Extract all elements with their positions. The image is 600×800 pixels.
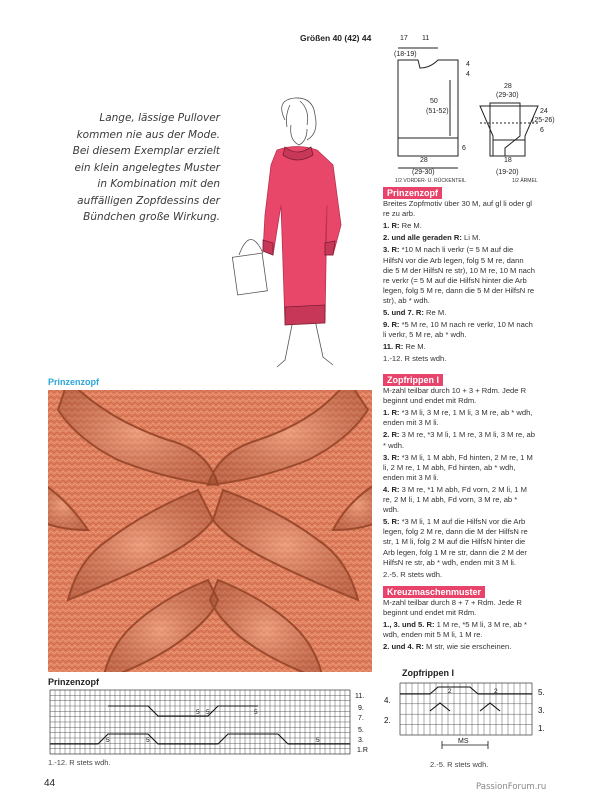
chart-left-note: 1.-12. R stets wdh. [48, 758, 111, 767]
row-label: 5. [358, 727, 364, 734]
intro-line: Lange, lässige Pullover [99, 112, 220, 124]
pattern-row: 1. R: *3 M li, 3 M re, 1 M li, 3 M re, ab * wdh, enden mit 3 M li. [383, 408, 533, 428]
sleeve-top-sub: (29-30) [496, 92, 519, 99]
row-label: 3. [358, 737, 364, 744]
section-intro: M-zahl teilbar durch 8 + 7 + Rdm. Jede R beginnt und endet mit Rdm. [383, 598, 522, 618]
garment-schematic [380, 28, 580, 178]
pattern-row: 2. und 4. R: M str, wie sie erscheinen. [383, 642, 512, 652]
dim-neck-2: 4 [466, 71, 470, 78]
chart-right-note: 2.-5. R stets wdh. [430, 760, 489, 769]
section-intro: M-zahl teilbar durch 10 + 3 + Rdm. Jede R beginnt und endet mit Rdm. [383, 386, 527, 406]
sizes-line: Größen 40 (42) 44 [300, 33, 372, 43]
pattern-row: 11. R: Re M. [383, 342, 426, 352]
section-title: Zopfrippen I [383, 374, 443, 386]
intro-line: kommen nie aus der Mode. [76, 128, 220, 141]
row-label: 9. [358, 705, 364, 712]
intro-line: ein klein angelegtes Muster [74, 161, 220, 174]
pattern-row: 2. und alle geraden R: Li M. [383, 233, 481, 243]
pattern-row: 3. R: *10 M nach li verkr (= 5 M auf die HilfsN vor die Arb legen, folg 5 M re, dann die 5 M der HilfsN re str), 10 M re, 10 M nach re verkr (= 5 M auf die HilfsN hinter die Arb legen, folg 5 M re, dann die 5 M der HilfsN re str), ab * wdh. [383, 245, 535, 305]
section-title: Prinzenzopf [383, 187, 442, 199]
pattern-row: 1. R: Re M. [383, 221, 422, 231]
sleeve-rib: 6 [540, 127, 544, 134]
row-label: 4. [384, 696, 391, 705]
chart-mark: 5 [206, 709, 210, 716]
sleeve-caption: 1/2 ÄRMEL [512, 178, 538, 184]
watermark: PassionForum.ru [476, 782, 547, 792]
prinzenzopf-section [383, 187, 535, 367]
pattern-row: 1.-12. R stets wdh. [383, 354, 447, 364]
chart-mark: 2 [494, 688, 498, 695]
chart-mark: 5 [254, 709, 258, 716]
row-label: 2. [384, 716, 391, 725]
sleeve-width-sub: (19-20) [496, 169, 519, 176]
intro-line: auffälligen Zopfdessins der [77, 194, 220, 207]
dim-width-sub: (29-30) [412, 169, 435, 176]
chart-left [48, 688, 378, 756]
section-title: Kreuzmaschenmuster [383, 586, 485, 598]
pattern-row: 5. R: *3 M li, 1 M auf die HilfsN vor die Arb legen, folg 2 M re, dann die M der HilfsN re str, 1 M li, folg 2 M auf die HilfsN hinter die Arb legen, folg 1 M re str, dann die 2 M der HilfsN re str, ab * wdh, enden mit 3 M li. [383, 517, 528, 567]
back-caption: 1/2 VORDER- U. RÜCKENTEIL [395, 178, 466, 184]
pattern-row: 4. R: 3 M re, *1 M abh, Fd vorn, 2 M li, 1 M re, 2 M li, 1 M abh, Fd vorn, 3 M re, ab * wdh. [383, 484, 527, 515]
chart-mark: 5 [106, 737, 110, 744]
pattern-row: 5. und 7. R: Re M. [383, 308, 447, 318]
sleeve-width: 18 [504, 157, 512, 164]
chart-right [380, 679, 570, 759]
chart-mark: 5 [146, 737, 150, 744]
dim-top-right: 11 [422, 35, 430, 42]
page-number: 44 [44, 778, 56, 789]
pattern-row: 9. R: *5 M re, 10 M nach re verkr, 10 M nach li verkr, 5 M re, ab * wdh. [383, 320, 533, 340]
sleeve-height: 24 [540, 108, 548, 115]
photo-label: Prinzenzopf [48, 377, 99, 387]
row-label: 5. [538, 688, 545, 697]
chart-mark: 5 [316, 737, 320, 744]
pattern-row: 2. R: 3 M re, *3 M li, 1 M re, 3 M li, 3 M re, ab * wdh. [383, 430, 535, 450]
dim-height: 50 [430, 98, 438, 105]
row-label: 1. [538, 724, 545, 733]
intro-text [40, 110, 220, 226]
dim-rib: 6 [462, 145, 466, 152]
chart-right-title: Zopfrippen I [402, 668, 454, 678]
ms-label: MS [458, 738, 469, 745]
intro-line: Bündchen große Wirkung. [83, 211, 220, 223]
intro-line: Bei diesem Exemplar erzielt [72, 145, 220, 157]
sleeve-top: 28 [504, 83, 512, 90]
row-label: 7. [358, 715, 364, 722]
kreuz-section [383, 586, 535, 655]
intro-line: in Kombination mit den [97, 178, 220, 190]
dim-neck-1: 4 [466, 61, 470, 68]
knit-photo [48, 390, 372, 672]
chart-mark: 2 [448, 688, 452, 695]
dim-top-left: 17 [400, 35, 408, 42]
chart-left-title: Prinzenzopf [48, 677, 99, 687]
pattern-row: 2.-5. R stets wdh. [383, 569, 443, 579]
dim-width: 28 [420, 157, 428, 164]
pullover-shape [263, 147, 341, 324]
row-label: 11. [355, 693, 365, 700]
zopfrippen-section [383, 374, 535, 582]
row-label: 1.R [357, 747, 368, 754]
dim-height-sub: (51-52) [426, 108, 449, 115]
section-intro: Breites Zopfmotiv über 30 M, auf gl li oder gl re zu arb. [383, 199, 532, 219]
row-label: 3. [538, 706, 545, 715]
chart-mark: 5 [196, 709, 200, 716]
sleeve-height-sub: (25-26) [532, 117, 555, 124]
dim-top-left-sub: (18-19) [394, 51, 417, 58]
fashion-illustration [215, 95, 380, 370]
pattern-row: 3. R: *3 M li, 1 M abh, Fd hinten, 2 M re, 1 M li, 2 M re, 1 M abh, Fd hinten, ab * wdh, enden mit 3 M li. [383, 452, 533, 482]
pattern-row: 1., 3. und 5. R: 1 M re, *5 M li, 3 M re, ab * wdh, enden mit 5 M li, 1 M re. [383, 620, 527, 640]
